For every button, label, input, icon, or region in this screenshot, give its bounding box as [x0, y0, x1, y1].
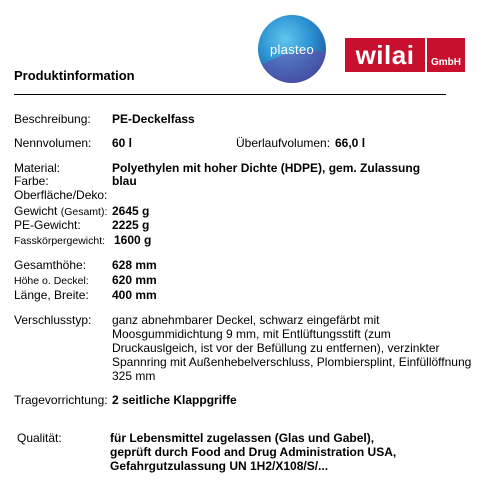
beschreibung-value: PE-Deckelfass — [112, 112, 195, 126]
plasteo-logo-text: plasteo — [269, 41, 315, 57]
verschlusstyp-label: Verschlusstyp: — [14, 313, 92, 327]
laenge-breite-value: 400 mm — [112, 288, 157, 302]
gewicht-label — [14, 204, 107, 219]
material-label: Material: — [14, 161, 61, 175]
laenge-breite-label: Länge, Breite: — [14, 288, 89, 302]
gesamthoehe-label: Gesamthöhe: — [14, 258, 87, 272]
qualitaet-line: geprüft durch Food and Drug Administration USA, — [110, 445, 397, 459]
verschlusstyp-value — [112, 313, 471, 383]
gewicht-label-main: Gewicht — [14, 204, 58, 218]
tragevorrichtung-label: Tragevorrichtung: — [14, 393, 108, 407]
ueberlaufvolumen-label: Überlaufvolumen: — [236, 136, 331, 150]
gesamthoehe-value: 628 mm — [112, 258, 157, 272]
nennvolumen-value: 60 l — [112, 136, 133, 150]
verschlusstyp-line: Spannring mit Außenhebelverschluss, Plombiersplint, Einfüllöffnung — [112, 355, 472, 369]
qualitaet-line: Gefahrgutzulassung UN 1H2/X108/S/... — [110, 459, 329, 473]
verschlusstyp-line: Druckauslgeich, ist vor der Befüllung zu entfernen), verzinkter — [112, 341, 440, 355]
wilai-logo-suffix: GmbH — [427, 38, 465, 72]
gewicht-label-qualifier: (Gesamt): — [60, 206, 108, 218]
gewicht-value: 2645 g — [112, 204, 150, 218]
qualitaet-label: Qualität: — [17, 431, 62, 445]
material-value: Polyethylen mit hoher Dichte (HDPE), gem. Zulassung — [112, 161, 421, 175]
verschlusstyp-line: ganz abnehmbarer Deckel, schwarz eingefärbt mit — [112, 313, 380, 327]
farbe-label: Farbe: — [14, 174, 49, 188]
fasskoerpergewicht-label: Fasskörpergewicht: — [14, 235, 106, 247]
tragevorrichtung-value: 2 seitliche Klappgriffe — [112, 393, 237, 407]
pe-gewicht-value: 2225 g — [112, 218, 150, 232]
pe-gewicht-label: PE-Gewicht: — [14, 218, 81, 232]
page-title: Produktinformation — [14, 68, 135, 83]
wilai-logo-text: wilai — [345, 38, 425, 72]
verschlusstyp-line: Moosgummidichtung 9 mm, mit Entlüftungsstift (zum — [112, 327, 391, 341]
qualitaet-value — [110, 431, 396, 473]
oberflaeche-label: Oberfläche/Deko: — [14, 188, 108, 202]
ueberlaufvolumen-value: 66,0 l — [335, 136, 366, 150]
fasskoerpergewicht-value: 1600 g — [114, 233, 152, 247]
title-divider — [14, 94, 446, 95]
nennvolumen-label: Nennvolumen: — [14, 136, 92, 150]
qualitaet-line: für Lebensmittel zugelassen (Glas und Gabel), — [110, 431, 375, 445]
hoehe-deckel-value: 620 mm — [112, 273, 157, 287]
beschreibung-label: Beschreibung: — [14, 112, 91, 126]
hoehe-deckel-label: Höhe o. Deckel: — [14, 275, 89, 287]
wilai-logo — [345, 38, 465, 72]
plasteo-logo — [258, 15, 326, 83]
farbe-value: blau — [112, 174, 137, 188]
verschlusstyp-line: 325 mm — [112, 369, 156, 383]
